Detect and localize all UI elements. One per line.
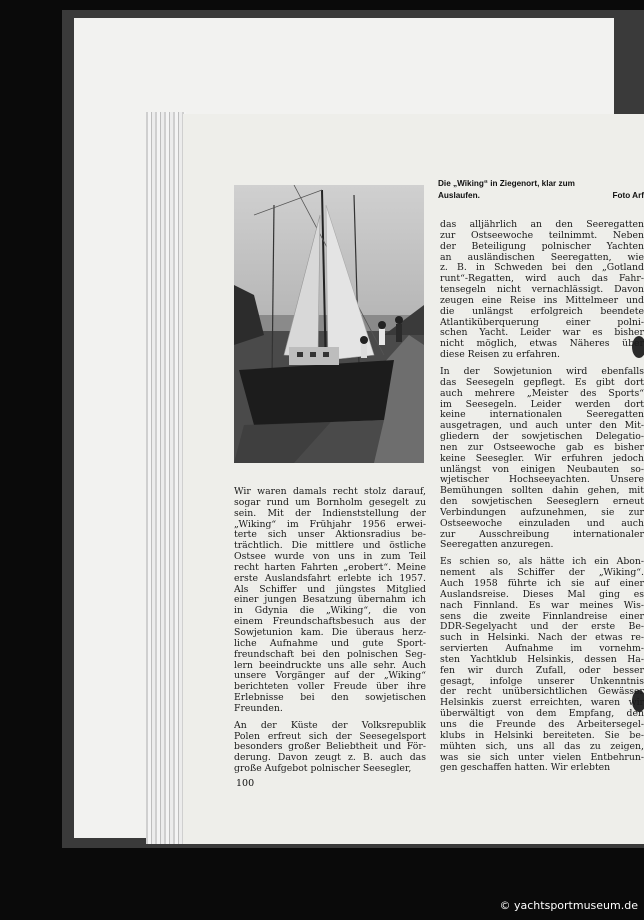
text-line: nicht möglich, etwas Näheres über [440, 339, 644, 350]
paragraph [440, 220, 644, 361]
text-line: nement als Schiffer der „Wiking“. [440, 568, 644, 579]
paragraph [440, 367, 644, 551]
text-line: klubs in Helsinki bereiteten. Sie be- [440, 730, 644, 741]
text-line: das Seesegeln gepflegt. Es gibt dort [440, 377, 644, 388]
text-line: große Aufgebot polnischer Seesegler, [234, 764, 412, 775]
photo-credit: Foto Arf [612, 191, 644, 200]
text-line: tensegeln nicht vernachlässigt. Davon [440, 285, 644, 296]
text-line: Erlebnisse bei den sowjetischen [234, 693, 426, 704]
text-line: uns die Freunde des Arbeitersegel- [440, 719, 644, 730]
text-line: Sowjetunion kam. Die überaus herz- [234, 627, 426, 638]
text-line: sein. Mit der Indienststellung der [234, 508, 426, 519]
text-line: der recht unübersichtlichen Gewässer [440, 687, 644, 698]
text-line: die unlängst erfolgreich beendete [440, 306, 644, 317]
text-line: nen zur Ostseewoche gab es bisher [440, 442, 644, 453]
text-line: Verbindungen aufzunehmen, sie zur [440, 507, 644, 518]
text-line: unsere Vorgänger auf der „Wiking“ [234, 671, 426, 682]
text-line: keine Seesegler. Wir erfuhren jedoch [440, 453, 644, 464]
text-line: Auch 1958 führte ich sie auf einer [440, 579, 644, 589]
text-line: sens die zweite Finnlandreise einer [440, 611, 644, 622]
text-line: Polen erfreut sich der Seesegelsport [234, 731, 426, 742]
text-line: runt“-Regatten, wird auch das Fahr- [440, 274, 644, 285]
text-line: zur Ausschreibung internationaler [440, 529, 644, 540]
text-line: mühten sich, uns all das zu zeigen, [440, 741, 644, 752]
text-line: Helsinkis zuerst erreichten, waren wir [440, 698, 644, 709]
text-line: Es schien so, als hätte ich ein Abon- [440, 557, 644, 568]
paragraph [234, 721, 426, 775]
text-line: ausgetragen, und auch unter den Mit- [440, 421, 644, 432]
text-line: sten Yachtklub Helsinkis, dessen Ha- [440, 654, 644, 665]
text-line: zeugen eine Reise ins Mittelmeer und [440, 295, 644, 306]
text-line: freundschaft bei den polnischen Seg- [234, 649, 426, 660]
photo-caption [438, 178, 644, 202]
text-line: der Beteiligung polnischer Yachten [440, 241, 644, 252]
text-line: Wir waren damals recht stolz darauf, [234, 487, 426, 497]
text-line: unlängst von einigen Neubauten so- [440, 464, 644, 475]
text-line: schen Yacht. Leider war es bisher [440, 328, 644, 339]
text-line: das alljährlich an den Seeregatten [440, 220, 644, 230]
text-line: servierten Aufnahme im vornehm- [440, 644, 644, 655]
text-line: lern beeindruckte uns alle sehr. Auch [234, 660, 426, 671]
text-line: einer jungen Besatzung übernahm ich [234, 595, 426, 606]
text-line: im Seesegeln. Leider werden dort [440, 399, 644, 410]
text-line: diese Reisen zu erfahren. [440, 350, 560, 361]
text-line: nach Finnland. Es war meines Wis- [440, 600, 644, 611]
page-edges [146, 112, 186, 844]
text-line: was sie sich unter vielen Entbehrun- [440, 752, 644, 763]
text-line: Seeregatten anzuregen. [440, 540, 554, 551]
text-line: gliedern der sowjetischen Delegatio- [440, 432, 644, 443]
text-line: Ostseewoche einzuladen und auch [440, 518, 644, 529]
text-line: terte sich unser Aktionsradius be- [234, 530, 426, 541]
text-line: auch mehrere „Meister des Sports“ [440, 388, 644, 399]
text-line: einem Freundschaftsbesuch aus der [234, 617, 426, 628]
text-line: berichteten voller Freude über ihre [234, 682, 426, 693]
page-number: 100 [236, 778, 255, 789]
text-line: derung. Davon zeugt z. B. auch das [234, 753, 426, 764]
text-line: trächtlich. Die mittlere und östliche [234, 541, 426, 552]
text-line: überwältigt von dem Empfang, den [440, 709, 644, 720]
text-line: such in Helsinki. Nach der etwas re- [440, 633, 644, 644]
text-line: zur Ostseewoche teilnimmt. Neben [440, 230, 644, 241]
text-line: „Wiking“ im Frühjahr 1956 erwei- [234, 519, 426, 530]
text-line: den sowjetischen Seeseglern erneut [440, 497, 644, 508]
text-line: DDR-Segelyacht und der erste Be- [440, 622, 644, 633]
text-line: Atlantiküberquerung einer polni- [440, 317, 644, 328]
text-line: fen wir durch Zufall, oder besser [440, 665, 644, 676]
text-line: liche Aufnahme und gute Sport- [234, 638, 426, 649]
text-line: In der Sowjetunion wird ebenfalls [440, 366, 644, 377]
yacht-photo-drawing [234, 185, 424, 463]
text-line: an ausländischen Seeregatten, wie [440, 252, 644, 263]
text-line: An der Küste der Volksrepublik [234, 720, 426, 731]
text-line: Ostsee wurde von uns in zum Teil [234, 552, 426, 563]
text-line: z. B. in Schweden bei den „Gotland [440, 263, 644, 274]
caption-line: Auslaufen. [438, 191, 480, 200]
yacht-photo [234, 185, 424, 463]
text-line: wjetischer Hochseeyachten. Unsere [440, 475, 644, 486]
text-line: gesagt, infolge unserer Unkenntnis [440, 676, 644, 687]
text-line: Bemühungen sollten dahin gehen, mit [440, 486, 644, 497]
right-text-column [440, 220, 644, 780]
text-line: keine internationalen Seeregatten [440, 410, 644, 421]
text-line: erste Auslandsfahrt erlebte ich 1957. [234, 573, 426, 584]
paragraph [234, 487, 426, 715]
text-line: recht harten Fahrten „erobert“. Meine [234, 562, 426, 573]
watermark: © yachtsportmuseum.de [499, 899, 638, 912]
left-text-column [234, 487, 426, 781]
text-line: in Gdynia die „Wiking“, die von [234, 606, 426, 617]
text-line: Auslandsreise. Dieses Mal ging es [440, 589, 644, 600]
text-line: sogar rund um Bornholm gesegelt zu [234, 497, 426, 508]
text-line: besonders großer Beliebtheit und För- [234, 742, 426, 753]
text-line: gen geschaffen hatten. Wir erlebten [440, 763, 611, 774]
paragraph [440, 557, 644, 774]
text-line: Freunden. [234, 703, 283, 714]
text-line: Als Schiffer und jüngstes Mitglied [234, 584, 426, 595]
caption-line: Die „Wiking“ in Ziegenort, klar zum [438, 179, 575, 188]
